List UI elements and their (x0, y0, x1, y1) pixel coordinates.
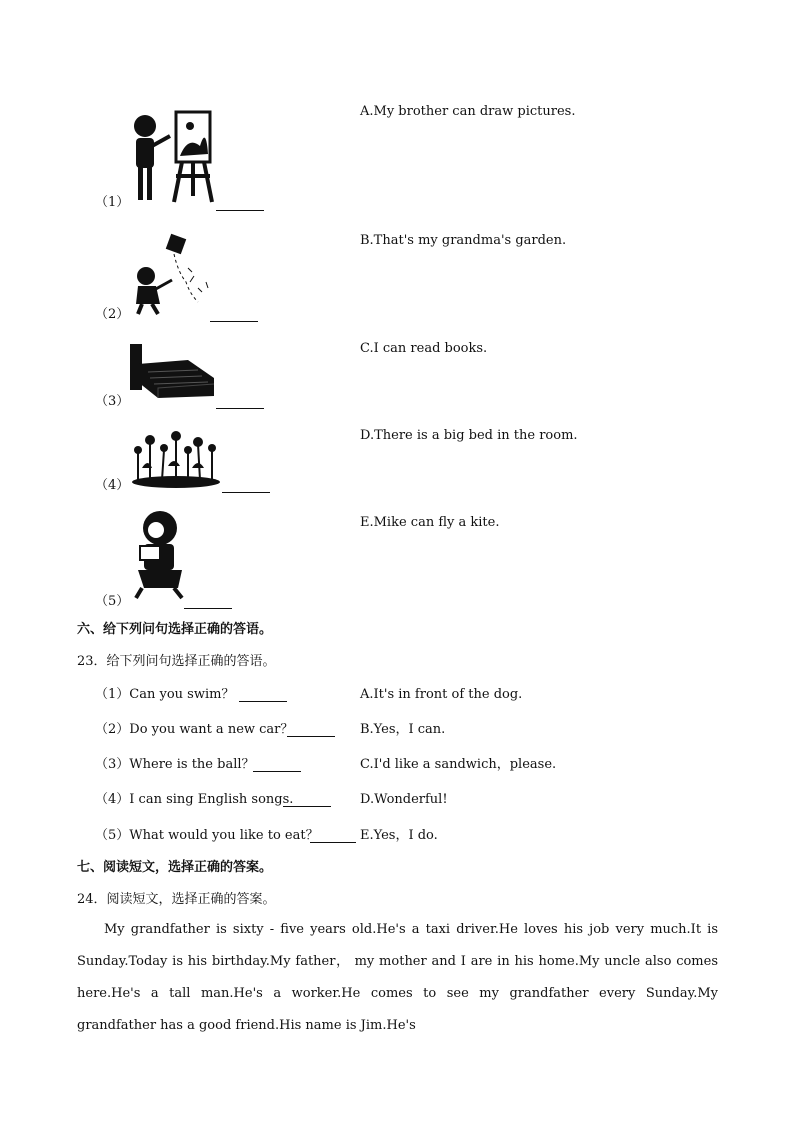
boy-painting-at-easel-icon (128, 106, 218, 206)
section-6-heading: 六、给下列问句选择正确的答语。 (77, 622, 273, 637)
answer-blank[interactable] (239, 701, 287, 702)
option-text: D.There is a big bed in the room. (360, 428, 578, 443)
passage-text: My grandfather is sixty - five years old.He's a taxi driver.He loves his job very much.It is Sunday.Today is his birthday.My father， my mother and I are in his home.My uncle also comes here.He's a tall man.He's a worker.He comes to see my grandfather every Sunday.My grandfather has a good friend.His name is Jim.He's (77, 922, 718, 1033)
question-item: （1）Can you swim？ (95, 687, 235, 702)
answer-option: E.Yes，I do. (360, 828, 438, 843)
answer-blank[interactable] (287, 736, 335, 737)
child-flying-kite-icon (128, 232, 218, 318)
answer-blank[interactable] (283, 806, 331, 807)
girl-reading-book-icon (130, 508, 190, 602)
question-24-title: 24．阅读短文，选择正确的答案。 (77, 892, 276, 907)
flower-garden-icon (128, 428, 222, 490)
answer-blank[interactable] (310, 842, 356, 843)
answer-blank[interactable] (216, 210, 264, 211)
reading-passage (77, 914, 718, 1042)
answer-blank[interactable] (210, 321, 258, 322)
answer-option: D.Wonderful! (360, 792, 448, 807)
option-text: B.That's my grandma's garden. (360, 233, 567, 248)
answer-option: A.It's in front of the dog. (360, 687, 523, 702)
item-number: （4） (95, 478, 130, 493)
item-number: （5） (95, 594, 130, 609)
question-23-title: 23．给下列问句选择正确的答语。 (77, 654, 276, 669)
answer-option: C.I'd like a sandwich，please. (360, 757, 557, 772)
option-text: A.My brother can draw pictures. (360, 104, 576, 119)
answer-blank[interactable] (222, 492, 270, 493)
question-item: （2）Do you want a new car？ (95, 722, 294, 737)
question-item: （4）I can sing English songs. (95, 792, 294, 807)
answer-blank[interactable] (253, 771, 301, 772)
option-text: C.I can read books. (360, 341, 488, 356)
item-number: （1） (95, 195, 130, 210)
section-7-heading: 七、阅读短文，选择正确的答案。 (77, 860, 273, 875)
item-number: （3） (95, 394, 130, 409)
question-item: （5）What would you like to eat？ (95, 828, 319, 843)
item-number: （2） (95, 307, 130, 322)
answer-option: B.Yes，I can. (360, 722, 446, 737)
bed-icon (128, 342, 218, 400)
question-item: （3）Where is the ball？ (95, 757, 255, 772)
option-text: E.Mike can fly a kite. (360, 515, 500, 530)
answer-blank[interactable] (184, 608, 232, 609)
answer-blank[interactable] (216, 408, 264, 409)
